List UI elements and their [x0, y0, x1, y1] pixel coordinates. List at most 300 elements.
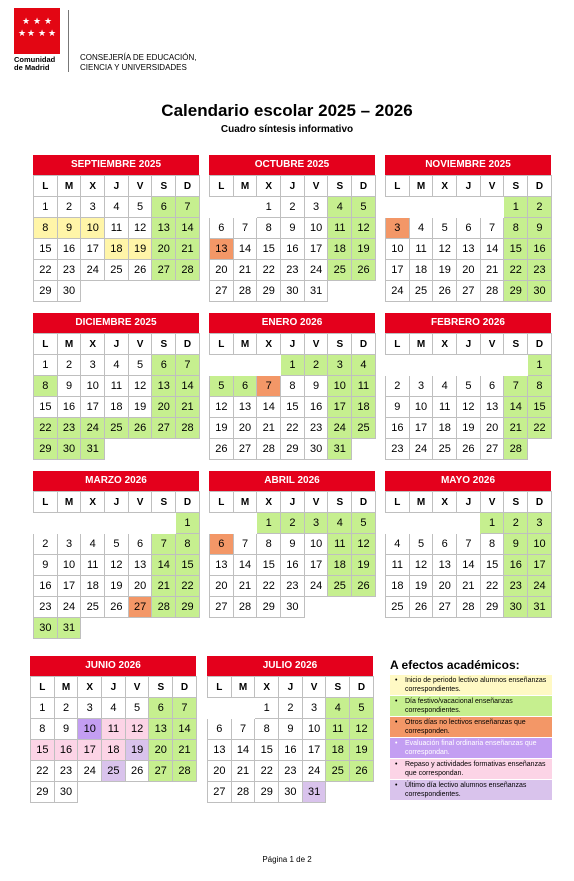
weekday-header: M: [231, 677, 255, 698]
legend-item: • Repaso y actividades formativas enseñanzas que correspondan.: [390, 759, 552, 779]
day-cell: 28: [504, 439, 528, 460]
weekday-header: V: [480, 176, 504, 197]
day-cell: 9: [281, 218, 305, 239]
day-cell: 20: [457, 260, 481, 281]
day-cell: 7: [152, 534, 176, 555]
day-cell: 21: [152, 576, 176, 597]
day-cell: 16: [528, 239, 552, 260]
month-table: [33, 175, 200, 302]
legend-item: • Evaluación final ordinaria enseñanzas que correspondan.: [390, 738, 552, 758]
day-cell: 23: [54, 761, 78, 782]
day-cell: 27: [457, 281, 481, 302]
weekday-header: X: [81, 334, 105, 355]
empty-day-cell: [350, 782, 374, 803]
day-cell: 2: [57, 197, 81, 218]
week-row: [210, 281, 376, 302]
weekday-header: X: [433, 176, 457, 197]
weekday-header: X: [433, 492, 457, 513]
week-row: [386, 355, 552, 376]
day-cell: 28: [231, 782, 255, 803]
week-row: [386, 534, 552, 555]
empty-day-cell: [210, 355, 234, 376]
day-cell: 14: [176, 218, 200, 239]
day-cell: 23: [57, 418, 81, 439]
weekday-header: L: [34, 176, 58, 197]
weekday-header: V: [302, 677, 326, 698]
empty-day-cell: [457, 513, 481, 534]
day-cell: 6: [208, 719, 232, 740]
day-cell: 20: [152, 239, 176, 260]
week-row: [208, 719, 374, 740]
day-cell: 30: [304, 439, 328, 460]
day-cell: 14: [173, 719, 197, 740]
empty-day-cell: [352, 597, 376, 618]
day-cell: 25: [105, 418, 129, 439]
day-cell: 1: [176, 513, 200, 534]
day-cell: 10: [528, 534, 552, 555]
weekday-header: L: [34, 334, 58, 355]
day-cell: 4: [352, 355, 376, 376]
week-row: [386, 513, 552, 534]
day-cell: 1: [281, 355, 305, 376]
day-cell: 14: [176, 376, 200, 397]
day-cell: 4: [386, 534, 410, 555]
legend-items: [390, 675, 552, 800]
day-cell: 11: [352, 376, 376, 397]
month-calendar: [385, 471, 551, 618]
day-cell: 16: [386, 418, 410, 439]
empty-day-cell: [128, 281, 152, 302]
day-cell: 15: [34, 397, 58, 418]
empty-day-cell: [257, 355, 281, 376]
week-row: [210, 197, 376, 218]
day-cell: 19: [105, 576, 129, 597]
day-cell: 9: [57, 218, 81, 239]
empty-day-cell: [105, 439, 129, 460]
day-cell: 6: [210, 534, 234, 555]
day-cell: 17: [304, 239, 328, 260]
empty-day-cell: [409, 355, 433, 376]
empty-day-cell: [352, 281, 376, 302]
day-cell: 30: [57, 439, 81, 460]
day-cell: 17: [304, 555, 328, 576]
week-row: [31, 719, 197, 740]
week-row: [34, 439, 200, 460]
empty-day-cell: [128, 513, 152, 534]
day-cell: 28: [176, 418, 200, 439]
week-row: [210, 397, 376, 418]
weekday-header: M: [54, 677, 78, 698]
empty-day-cell: [409, 197, 433, 218]
empty-day-cell: [433, 197, 457, 218]
month-calendar: [209, 313, 375, 460]
day-cell: 27: [152, 418, 176, 439]
week-row: [34, 239, 200, 260]
day-cell: 21: [257, 418, 281, 439]
empty-day-cell: [328, 281, 352, 302]
day-cell: 18: [105, 239, 129, 260]
day-cell: 29: [480, 597, 504, 618]
day-cell: 6: [149, 698, 173, 719]
empty-day-cell: [81, 513, 105, 534]
empty-day-cell: [208, 698, 232, 719]
empty-day-cell: [433, 513, 457, 534]
weekday-header: V: [480, 334, 504, 355]
day-cell: 29: [176, 597, 200, 618]
day-cell: 14: [231, 740, 255, 761]
day-cell: 19: [352, 555, 376, 576]
day-cell: 21: [231, 761, 255, 782]
day-cell: 22: [34, 260, 58, 281]
day-cell: 24: [386, 281, 410, 302]
day-cell: 29: [504, 281, 528, 302]
week-row: [208, 761, 374, 782]
page-title: Calendario escolar 2025 – 2026: [161, 101, 413, 120]
day-cell: 13: [149, 719, 173, 740]
day-cell: 21: [233, 576, 257, 597]
day-cell: 28: [233, 281, 257, 302]
weekday-header-row: [208, 677, 374, 698]
day-cell: 28: [257, 439, 281, 460]
day-cell: 25: [386, 597, 410, 618]
day-cell: 27: [128, 597, 152, 618]
day-cell: 1: [257, 197, 281, 218]
empty-day-cell: [233, 197, 257, 218]
day-cell: 3: [528, 513, 552, 534]
month-calendar: [209, 155, 375, 302]
day-cell: 6: [233, 376, 257, 397]
week-row: [386, 218, 552, 239]
day-cell: 23: [386, 439, 410, 460]
day-cell: 6: [480, 376, 504, 397]
day-cell: 28: [480, 281, 504, 302]
day-cell: 3: [81, 355, 105, 376]
day-cell: 3: [78, 698, 102, 719]
weekday-header: D: [350, 677, 374, 698]
week-row: [386, 197, 552, 218]
day-cell: 4: [105, 197, 129, 218]
day-cell: 11: [81, 555, 105, 576]
day-cell: 21: [457, 576, 481, 597]
empty-day-cell: [152, 281, 176, 302]
week-row: [34, 418, 200, 439]
weekday-header: L: [210, 176, 234, 197]
day-cell: 31: [57, 618, 81, 639]
day-cell: 1: [34, 355, 58, 376]
day-cell: 6: [457, 218, 481, 239]
empty-day-cell: [210, 513, 234, 534]
day-cell: 20: [152, 397, 176, 418]
weekday-header: V: [304, 334, 328, 355]
day-cell: 25: [409, 281, 433, 302]
week-row: [34, 281, 200, 302]
day-cell: 14: [257, 397, 281, 418]
weekday-header: L: [210, 492, 234, 513]
day-cell: 26: [105, 597, 129, 618]
day-cell: 22: [31, 761, 55, 782]
weekday-header: S: [152, 176, 176, 197]
day-cell: 23: [281, 260, 305, 281]
day-cell: 18: [328, 555, 352, 576]
day-cell: 5: [350, 698, 374, 719]
empty-day-cell: [433, 355, 457, 376]
weekday-header: X: [81, 176, 105, 197]
month-title: FEBRERO 2026: [385, 313, 551, 333]
day-cell: 11: [328, 218, 352, 239]
day-cell: 6: [128, 534, 152, 555]
day-cell: 4: [409, 218, 433, 239]
month-calendar: [209, 471, 375, 618]
day-cell: 12: [350, 719, 374, 740]
weekday-header-row: [34, 334, 200, 355]
day-cell: 20: [433, 576, 457, 597]
weekday-header: M: [57, 492, 81, 513]
day-cell: 20: [208, 761, 232, 782]
day-cell: 2: [304, 355, 328, 376]
day-cell: 25: [433, 439, 457, 460]
day-cell: 21: [176, 239, 200, 260]
empty-day-cell: [409, 513, 433, 534]
day-cell: 8: [255, 719, 279, 740]
weekday-header: S: [152, 334, 176, 355]
weekday-header: D: [173, 677, 197, 698]
week-row: [34, 355, 200, 376]
weekday-header-row: [210, 334, 376, 355]
month-title: JULIO 2026: [207, 656, 373, 676]
empty-day-cell: [105, 281, 129, 302]
day-cell: 23: [34, 597, 58, 618]
day-cell: 31: [328, 439, 352, 460]
day-cell: 16: [281, 239, 305, 260]
day-cell: 4: [326, 698, 350, 719]
day-cell: 10: [78, 719, 102, 740]
day-cell: 8: [504, 218, 528, 239]
day-cell: 15: [31, 740, 55, 761]
day-cell: 5: [352, 513, 376, 534]
month-table: [385, 491, 552, 618]
day-cell: 16: [57, 239, 81, 260]
empty-day-cell: [128, 618, 152, 639]
day-cell: 8: [176, 534, 200, 555]
empty-day-cell: [105, 618, 129, 639]
weekday-header: V: [304, 492, 328, 513]
day-cell: 18: [328, 239, 352, 260]
weekday-header-row: [386, 334, 552, 355]
month-calendar: [33, 155, 199, 302]
empty-day-cell: [128, 439, 152, 460]
day-cell: 26: [409, 597, 433, 618]
weekday-header: L: [34, 492, 58, 513]
day-cell: 15: [504, 239, 528, 260]
day-cell: 11: [409, 239, 433, 260]
weekday-header: X: [257, 492, 281, 513]
day-cell: 4: [328, 197, 352, 218]
day-cell: 9: [279, 719, 303, 740]
day-cell: 9: [386, 397, 410, 418]
week-row: [31, 698, 197, 719]
week-row: [210, 218, 376, 239]
day-cell: 29: [34, 439, 58, 460]
day-cell: 20: [210, 260, 234, 281]
day-cell: 20: [128, 576, 152, 597]
month-calendar: [385, 155, 551, 302]
weekday-header: S: [504, 176, 528, 197]
day-cell: 13: [208, 740, 232, 761]
month-table: [209, 491, 376, 618]
weekday-header: J: [105, 334, 129, 355]
day-cell: 23: [281, 576, 305, 597]
day-cell: 2: [57, 355, 81, 376]
weekday-header: S: [328, 492, 352, 513]
day-cell: 19: [128, 397, 152, 418]
weekday-header: V: [480, 492, 504, 513]
weekday-header: J: [457, 492, 481, 513]
day-cell: 2: [279, 698, 303, 719]
week-row: [208, 698, 374, 719]
day-cell: 20: [210, 576, 234, 597]
day-cell: 17: [78, 740, 102, 761]
day-cell: 24: [528, 576, 552, 597]
day-cell: 24: [81, 260, 105, 281]
day-cell: 18: [352, 397, 376, 418]
day-cell: 28: [152, 597, 176, 618]
day-cell: 22: [257, 576, 281, 597]
empty-day-cell: [386, 355, 410, 376]
day-cell: 19: [433, 260, 457, 281]
day-cell: 24: [304, 260, 328, 281]
day-cell: 9: [528, 218, 552, 239]
day-cell: 9: [34, 555, 58, 576]
day-cell: 4: [328, 513, 352, 534]
day-cell: 13: [457, 239, 481, 260]
week-row: [34, 397, 200, 418]
weekday-header: M: [57, 176, 81, 197]
day-cell: 11: [433, 397, 457, 418]
weekday-header: J: [281, 492, 305, 513]
week-row: [34, 555, 200, 576]
month-title: ABRIL 2026: [209, 471, 375, 491]
day-cell: 5: [125, 698, 149, 719]
day-cell: 26: [128, 260, 152, 281]
weekday-header: J: [457, 176, 481, 197]
day-cell: 21: [173, 740, 197, 761]
day-cell: 12: [105, 555, 129, 576]
day-cell: 12: [128, 218, 152, 239]
day-cell: 9: [504, 534, 528, 555]
day-cell: 29: [281, 439, 305, 460]
day-cell: 17: [328, 397, 352, 418]
madrid-flag-stars-icon: ★ ★ ★ ★ ★ ★ ★: [14, 8, 60, 54]
week-row: [386, 281, 552, 302]
day-cell: 18: [409, 260, 433, 281]
weekday-header: L: [208, 677, 232, 698]
weekday-header: X: [257, 176, 281, 197]
day-cell: 19: [409, 576, 433, 597]
empty-day-cell: [352, 439, 376, 460]
day-cell: 8: [480, 534, 504, 555]
week-row: [210, 376, 376, 397]
day-cell: 16: [279, 740, 303, 761]
empty-day-cell: [386, 197, 410, 218]
empty-day-cell: [457, 197, 481, 218]
empty-day-cell: [233, 355, 257, 376]
week-row: [34, 534, 200, 555]
day-cell: 9: [54, 719, 78, 740]
month-title: ENERO 2026: [209, 313, 375, 333]
empty-day-cell: [78, 782, 102, 803]
day-cell: 27: [233, 439, 257, 460]
day-cell: 24: [78, 761, 102, 782]
month-table: [385, 175, 552, 302]
day-cell: 23: [279, 761, 303, 782]
day-cell: 19: [352, 239, 376, 260]
day-cell: 10: [328, 376, 352, 397]
day-cell: 21: [176, 397, 200, 418]
month-title: MARZO 2026: [33, 471, 199, 491]
day-cell: 20: [480, 418, 504, 439]
day-cell: 18: [326, 740, 350, 761]
department-line-1: CONSEJERÍA DE EDUCACIÓN,: [80, 53, 197, 62]
day-cell: 11: [105, 376, 129, 397]
month-calendar: [33, 471, 199, 639]
weekday-header: S: [328, 334, 352, 355]
week-row: [210, 534, 376, 555]
weekday-header: X: [255, 677, 279, 698]
day-cell: 12: [210, 397, 234, 418]
week-row: [210, 576, 376, 597]
day-cell: 10: [302, 719, 326, 740]
weekday-header: D: [528, 334, 552, 355]
day-cell: 9: [281, 534, 305, 555]
day-cell: 1: [480, 513, 504, 534]
day-cell: 24: [57, 597, 81, 618]
week-row: [31, 761, 197, 782]
weekday-header-row: [210, 176, 376, 197]
week-row: [210, 439, 376, 460]
month-title: DICIEMBRE 2025: [33, 313, 199, 333]
day-cell: 30: [504, 597, 528, 618]
legend-item: • Día festivo/vacacional enseñanzas correspondientes.: [390, 696, 552, 716]
day-cell: 12: [125, 719, 149, 740]
day-cell: 22: [480, 576, 504, 597]
day-cell: 26: [352, 260, 376, 281]
month-calendar: [33, 313, 199, 460]
day-cell: 21: [233, 260, 257, 281]
day-cell: 13: [210, 239, 234, 260]
week-row: [210, 513, 376, 534]
day-cell: 28: [173, 761, 197, 782]
empty-day-cell: [81, 281, 105, 302]
month-table: [33, 333, 200, 460]
day-cell: 31: [302, 782, 326, 803]
day-cell: 5: [433, 218, 457, 239]
day-cell: 27: [208, 782, 232, 803]
month-table: [385, 333, 552, 460]
day-cell: 23: [57, 260, 81, 281]
day-cell: 2: [504, 513, 528, 534]
weekday-header: V: [128, 334, 152, 355]
day-cell: 5: [457, 376, 481, 397]
weekday-header: M: [57, 334, 81, 355]
day-cell: 23: [528, 260, 552, 281]
empty-day-cell: [34, 513, 58, 534]
day-cell: 6: [210, 218, 234, 239]
day-cell: 13: [152, 376, 176, 397]
weekday-header: S: [149, 677, 173, 698]
day-cell: 17: [302, 740, 326, 761]
day-cell: 16: [54, 740, 78, 761]
weekday-header: X: [78, 677, 102, 698]
